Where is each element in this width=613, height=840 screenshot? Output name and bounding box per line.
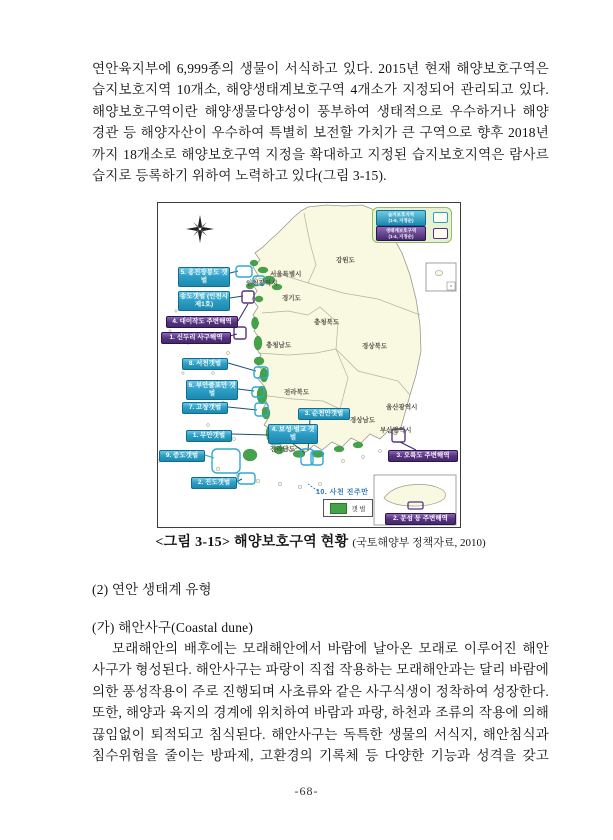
page-number: -68-	[294, 784, 319, 798]
text-line: 해양보호구역이란 해양생물다양성이 풍부하여 생태적으로 우수하거나 해양	[92, 103, 549, 119]
text-line: 모래해안의 배후에는 모래해안에서 바람에 날아온 모래로 이루어진 해안	[112, 641, 549, 656]
province-label-chungnam: 충청남도	[266, 342, 292, 349]
province-label-ulsan: 울산광역시	[386, 404, 418, 411]
compass-rose-icon	[186, 215, 214, 243]
site-label-boseong-beolgyo: 4. 보성·벌교 갯벌	[268, 424, 318, 444]
text-line: 까지 18개소로 해양보호구역 지정을 확대하고 지정된 습지보호지역은 람사르	[92, 146, 549, 162]
province-label-jeonbuk: 전라북도	[284, 389, 310, 396]
site-label-songdo: 송도갯벌 (인천시 제1호)	[178, 291, 230, 311]
ulleungdo-inset	[426, 263, 456, 291]
site-label-ongjin-jangbongdo: 5. 옹진장봉도 갯벌	[178, 267, 230, 287]
text-line: 연안육지부에 6,999종의 생물이 서식하고 있다. 2015년 현재 해양보호구역은	[92, 61, 549, 76]
legend-wetland-title: 습지보호지역	[387, 212, 415, 217]
province-label-chungbuk: 충청북도	[314, 319, 340, 326]
note-sacheon-jinjuman: 10. 사천 진주만	[316, 489, 369, 496]
province-label-jeonnam: 전라남도	[270, 446, 296, 453]
text-line: 사구가 형성된다. 해안사구는 파랑이 직접 작용하는 모래해안과는 달리 바람에	[92, 662, 549, 678]
site-label-jindo: 2. 진도갯벌	[191, 477, 237, 489]
province-label-gyeongbuk: 경상북도	[362, 343, 388, 350]
legend-wetland-range: (1-9, 지정순)	[388, 217, 414, 223]
legend-chip-eco	[376, 226, 426, 242]
text-line: 습지보호지역 10개소, 해양생태계보호구역 4개소가 지정되어 관리되고 있다.	[92, 82, 549, 98]
section-heading-coastal-ecosystem-types: (2) 연안 생태계 유형	[92, 582, 212, 597]
province-label-gyeongnam: 경상남도	[350, 417, 376, 424]
site-label-muan: 1. 무안갯벌	[186, 430, 232, 442]
site-label-munseom: 2. 문섬 등 주변해역	[385, 513, 456, 525]
figure-map-marine-protected-areas	[157, 202, 461, 528]
map-legend	[372, 207, 452, 243]
figure-caption-text: <그림 3-15> 해양보호구역 현황	[155, 535, 349, 550]
site-label-jeungdo: 9. 증도갯벌	[159, 450, 205, 462]
site-label-buan-julpoman: 6. 부안줄포만 갯벌	[186, 380, 238, 400]
site-label-gochang: 7. 고창갯벌	[182, 402, 228, 414]
legend-row-wetland	[376, 210, 448, 226]
legend-keybox-eco	[433, 228, 448, 239]
text-line: 경관 등 해양자산이 우수하여 특별히 보전할 가치가 큰 구역으로 향후 2018년	[92, 125, 549, 141]
text-line: 또한, 해양과 육지의 경계에 위치하여 바람과 파랑, 하천과 조류의 작용에 의해	[92, 705, 549, 721]
site-label-seocheon: 8. 서천갯벌	[182, 358, 228, 370]
legend-chip-wetland	[376, 210, 426, 226]
province-label-gangwon: 강원도	[336, 257, 355, 264]
subsection-heading-coastal-dune: (가) 해안사구(Coastal dune)	[92, 620, 254, 635]
province-label-seoul: 서울특별시	[270, 271, 302, 278]
site-label-daeijakdo: 4. 대이작도 주변해역	[166, 316, 238, 328]
text-line: 습지로 등록하기 위하여 노력하고 있다(그림 3-15).	[92, 167, 387, 183]
mudflat-swatch	[330, 503, 347, 514]
text-line: 침수위험을 줄이는 방파제, 고환경의 기록체 등 다양한 기능과 성격을 갖고	[92, 747, 549, 763]
site-label-oryukdo: 3. 오륙도 주변해역	[388, 450, 458, 462]
province-label-incheon: 인천광역시	[246, 280, 278, 287]
site-label-suncheonman: 3. 순천만갯벌	[298, 408, 350, 420]
paragraph-marine-protected-areas	[92, 58, 549, 186]
province-label-gyeonggi: 경기도	[282, 295, 301, 302]
province-label-busan: 부산광역시	[380, 427, 412, 434]
figure-caption	[92, 531, 549, 551]
legend-eco-range: (1-4, 지정순)	[388, 233, 414, 239]
text-line: 의한 풍성작용이 주로 진행되며 사초류와 같은 사구식생이 정착하여 성장한다.	[92, 683, 549, 699]
text-line: 끊임없이 퇴적되고 침식된다. 해안사구는 독특한 생물의 서식지, 해안침식과	[92, 726, 549, 742]
paragraph-coastal-dune	[92, 638, 549, 766]
legend-eco-title: 생태계보호구역	[385, 227, 417, 233]
site-label-sinduri: 1. 신두리 사구해역	[161, 332, 231, 344]
mudflat-legend	[323, 499, 373, 517]
legend-keybox-wetland	[433, 212, 448, 223]
mudflat-legend-label: 갯 벌	[351, 505, 366, 513]
figure-caption-source: (국토해양부 정책자료, 2010)	[352, 537, 486, 549]
legend-row-eco	[376, 226, 448, 242]
